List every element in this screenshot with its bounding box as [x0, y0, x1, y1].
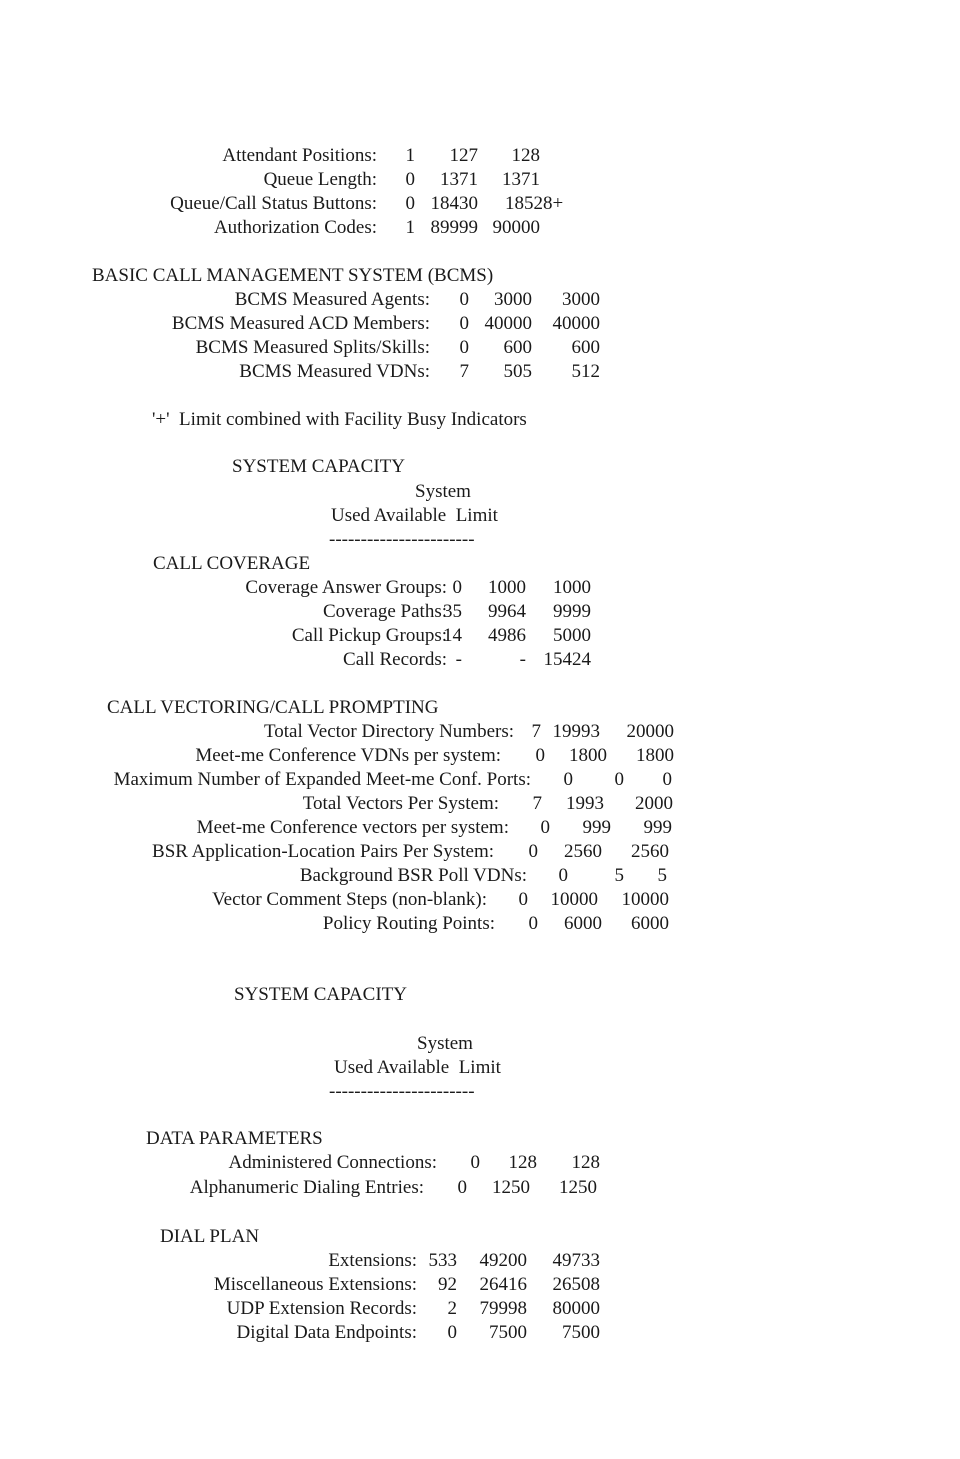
- available-value: 600: [503, 337, 532, 358]
- used-value: 0: [459, 337, 469, 358]
- limit-value: 49733: [552, 1250, 600, 1271]
- available-value: 5: [614, 865, 624, 886]
- used-value: 92: [438, 1274, 457, 1295]
- available-value: 1993: [566, 793, 604, 814]
- used-value: 0: [405, 169, 415, 190]
- available-value: 7500: [489, 1322, 527, 1343]
- header-system: System: [415, 481, 471, 502]
- used-value: 533: [428, 1250, 457, 1271]
- used-value: 14: [443, 625, 462, 646]
- available-value: 18430: [430, 193, 478, 214]
- limit-value: 1250: [559, 1177, 597, 1198]
- limit-value: 600: [571, 337, 600, 358]
- available-value: 89999: [430, 217, 478, 238]
- used-value: 7: [531, 721, 541, 742]
- limit-value: 1800: [636, 745, 674, 766]
- used-value: 0: [518, 889, 528, 910]
- limit-value: 512: [571, 361, 600, 382]
- available-value: 40000: [484, 313, 532, 334]
- row-label: Call Records:: [343, 649, 447, 670]
- limit-value: 26508: [552, 1274, 600, 1295]
- limit-value: 7500: [562, 1322, 600, 1343]
- used-value: -: [455, 649, 462, 670]
- section-heading: BASIC CALL MANAGEMENT SYSTEM (BCMS): [92, 265, 494, 286]
- limit-value: 18528+: [505, 193, 564, 214]
- row-label: Digital Data Endpoints:: [236, 1322, 417, 1343]
- used-value: 0: [459, 289, 469, 310]
- limit-value: 9999: [553, 601, 591, 622]
- row-label: UDP Extension Records:: [226, 1298, 417, 1319]
- header-system: System: [417, 1033, 473, 1054]
- row-label: Vector Comment Steps (non-blank):: [212, 889, 487, 910]
- header-divider: -----------------------: [329, 529, 475, 550]
- row-label: Background BSR Poll VDNs:: [299, 865, 527, 886]
- available-value: -: [519, 649, 526, 670]
- used-value: 7: [532, 793, 542, 814]
- limit-value: 128: [511, 145, 540, 166]
- used-value: 0: [459, 313, 469, 334]
- row-label: BSR Application-Location Pairs Per System:: [152, 841, 494, 862]
- row-label: Coverage Answer Groups:: [245, 577, 447, 598]
- row-label: BCMS Measured VDNs:: [239, 361, 430, 382]
- available-value: 1371: [440, 169, 478, 190]
- footnote: '+' Limit combined with Facility Busy Indicators: [152, 409, 527, 430]
- available-value: 9964: [488, 601, 526, 622]
- section-heading: CALL VECTORING/CALL PROMPTING: [107, 697, 439, 718]
- available-value: 79998: [479, 1298, 527, 1319]
- limit-value: 2560: [631, 841, 669, 862]
- available-value: 1000: [488, 577, 526, 598]
- used-value: 0: [452, 577, 462, 598]
- used-value: 0: [540, 817, 550, 838]
- available-value: 1250: [492, 1177, 530, 1198]
- available-value: 505: [503, 361, 532, 382]
- limit-value: 80000: [552, 1298, 600, 1319]
- used-value: 0: [470, 1152, 480, 1173]
- row-label: Queue/Call Status Buttons:: [170, 193, 377, 214]
- header-divider: -----------------------: [329, 1081, 475, 1102]
- available-value: 128: [508, 1152, 537, 1173]
- limit-value: 6000: [631, 913, 669, 934]
- row-label: Miscellaneous Extensions:: [213, 1274, 417, 1295]
- used-value: 0: [447, 1322, 457, 1343]
- available-value: 999: [582, 817, 611, 838]
- header-columns: Used Available Limit: [334, 1057, 501, 1078]
- section-heading: DATA PARAMETERS: [146, 1128, 323, 1149]
- row-label: BCMS Measured Splits/Skills:: [195, 337, 430, 358]
- used-value: 0: [535, 745, 545, 766]
- used-value: 0: [457, 1177, 467, 1198]
- limit-value: 1000: [553, 577, 591, 598]
- header-columns: Used Available Limit: [331, 505, 498, 526]
- used-value: 1: [405, 145, 415, 166]
- used-value: 35: [443, 601, 462, 622]
- available-value: 2560: [564, 841, 602, 862]
- limit-value: 20000: [626, 721, 674, 742]
- limit-value: 5000: [553, 625, 591, 646]
- available-value: 3000: [494, 289, 532, 310]
- available-value: 6000: [564, 913, 602, 934]
- limit-value: 90000: [492, 217, 540, 238]
- section-heading: DIAL PLAN: [160, 1226, 260, 1247]
- section-title: SYSTEM CAPACITY: [232, 456, 405, 477]
- row-label: Coverage Paths:: [322, 601, 447, 622]
- limit-value: 999: [643, 817, 672, 838]
- row-label: Maximum Number of Expanded Meet-me Conf. Ports:: [113, 769, 531, 790]
- limit-value: 3000: [562, 289, 600, 310]
- used-value: 0: [558, 865, 568, 886]
- row-label: Total Vector Directory Numbers:: [264, 721, 514, 742]
- available-value: 19993: [552, 721, 600, 742]
- row-label: Call Pickup Groups:: [291, 625, 447, 646]
- used-value: 1: [405, 217, 415, 238]
- row-label: Alphanumeric Dialing Entries:: [189, 1177, 424, 1198]
- available-value: 10000: [550, 889, 598, 910]
- row-label: Attendant Positions:: [222, 145, 377, 166]
- row-label: Extensions:: [328, 1250, 417, 1271]
- section-title: SYSTEM CAPACITY: [234, 984, 407, 1005]
- limit-value: 0: [662, 769, 672, 790]
- row-label: Meet-me Conference VDNs per system:: [195, 745, 501, 766]
- limit-value: 1371: [502, 169, 540, 190]
- section-heading: CALL COVERAGE: [153, 553, 311, 574]
- available-value: 0: [614, 769, 624, 790]
- row-label: BCMS Measured Agents:: [234, 289, 430, 310]
- row-label: Administered Connections:: [228, 1152, 437, 1173]
- row-label: BCMS Measured ACD Members:: [171, 313, 430, 334]
- used-value: 0: [528, 841, 538, 862]
- limit-value: 40000: [552, 313, 600, 334]
- available-value: 49200: [479, 1250, 527, 1271]
- used-value: 0: [528, 913, 538, 934]
- row-label: Queue Length:: [263, 169, 377, 190]
- row-label: Authorization Codes:: [213, 217, 377, 238]
- row-label: Meet-me Conference vectors per system:: [196, 817, 509, 838]
- limit-value: 2000: [635, 793, 673, 814]
- row-label: Policy Routing Points:: [322, 913, 495, 934]
- used-value: 7: [459, 361, 469, 382]
- available-value: 4986: [488, 625, 526, 646]
- used-value: 0: [563, 769, 573, 790]
- available-value: 26416: [479, 1274, 527, 1295]
- limit-value: 15424: [543, 649, 591, 670]
- available-value: 127: [449, 145, 478, 166]
- used-value: 2: [447, 1298, 457, 1319]
- used-value: 0: [405, 193, 415, 214]
- available-value: 1800: [569, 745, 607, 766]
- limit-value: 5: [657, 865, 667, 886]
- limit-value: 10000: [621, 889, 669, 910]
- limit-value: 128: [571, 1152, 600, 1173]
- row-label: Total Vectors Per System:: [302, 793, 499, 814]
